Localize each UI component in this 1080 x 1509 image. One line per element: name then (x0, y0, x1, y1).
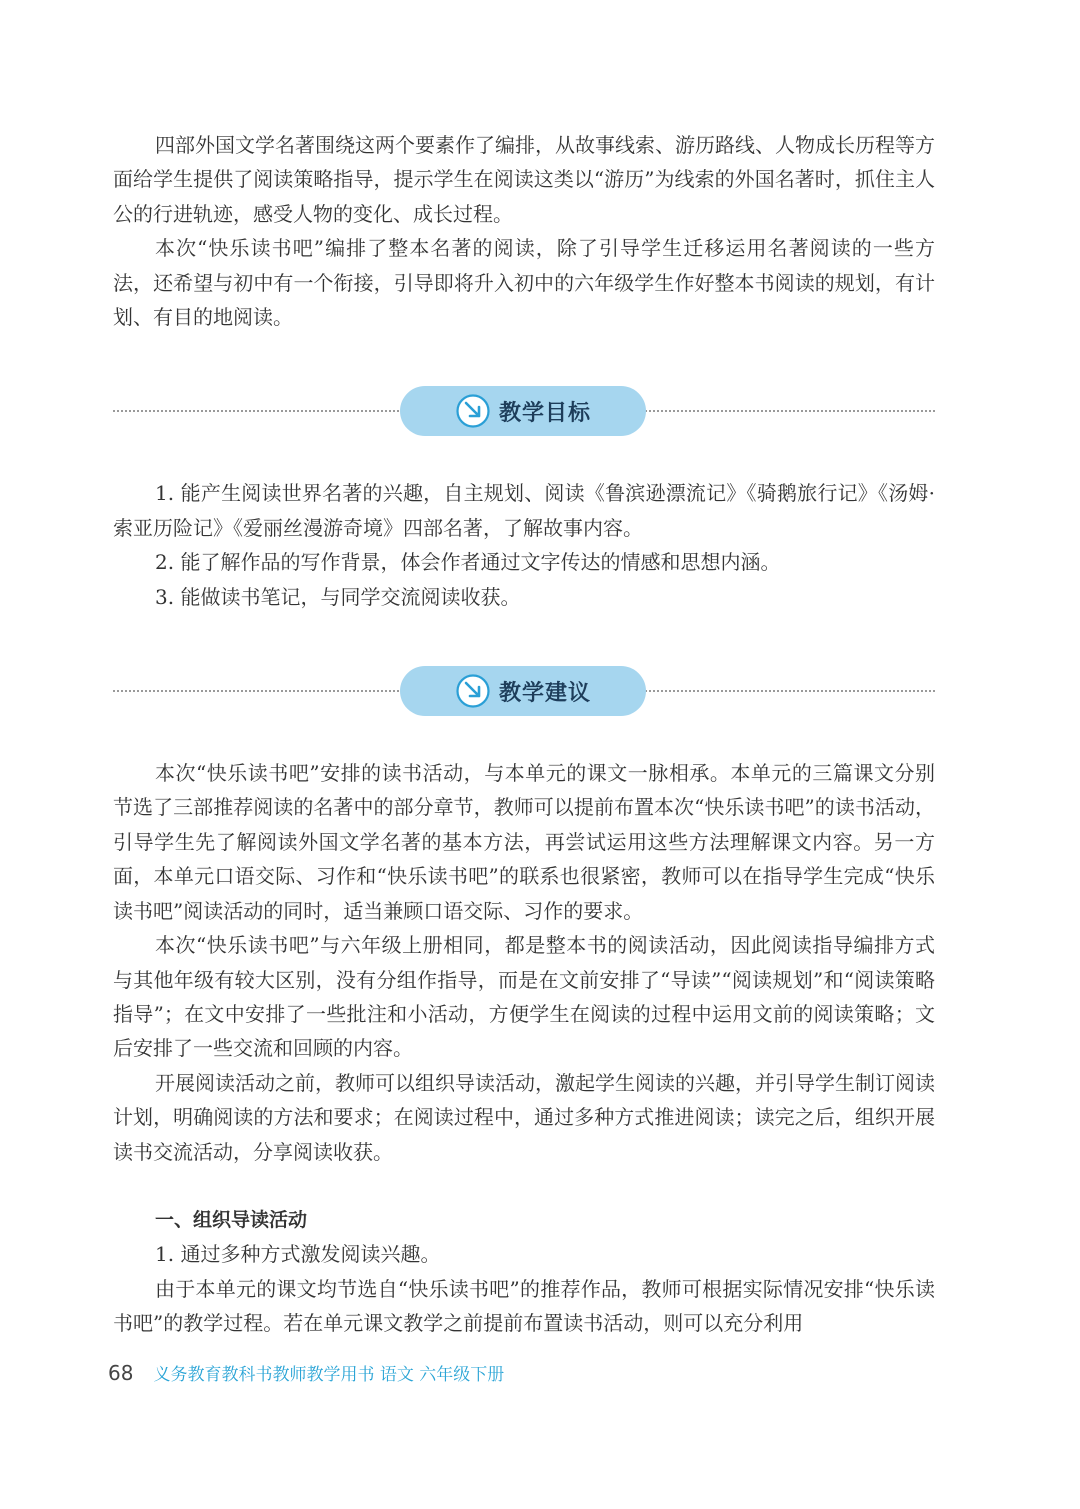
suggestion-paragraph-2: 本次“快乐读书吧”与六年级上册相同，都是整本书的阅读活动，因此阅读指导编排方式与其他年级有较大区别，没有分组作指导，而是在文前安排了“导读”“阅读规划”和“阅读策略指导”；在文中安排了一些批注和小活动，方便学生在阅读的过程中运用文前的阅读策略；文后安排了一些交流和回顾的内容。 (113, 933, 935, 1061)
section-header-suggestions (113, 666, 935, 718)
page-content (113, 128, 935, 1341)
goal-item-1: 1. 能产生阅读世界名著的兴趣，自主规划、阅读《鲁滨逊漂流记》《骑鹅旅行记》《汤姆·索亚历险记》《爱丽丝漫游奇境》四部名著，了解故事内容。 (113, 481, 935, 540)
section-pill-suggestions (400, 666, 646, 716)
suggestion-paragraph-3: 开展阅读活动之前，教师可以组织导读活动，激起学生阅读的兴趣，并引导学生制订阅读计划，明确阅读的方法和要求；在阅读过程中，通过多种方式推进阅读；读完之后，组织开展读书交流活动，分享阅读收获。 (113, 1070, 935, 1164)
arrow-down-right-icon (455, 393, 491, 429)
section-title-goals: 教学目标 (498, 400, 591, 426)
goal-item-2: 2. 能了解作品的写作背景，体会作者通过文字传达的情感和思想内涵。 (155, 550, 781, 575)
intro-paragraph-1: 四部外国文学名著围绕这两个要素作了编排，从故事线索、游历路线、人物成长历程等方面给学生提供了阅读策略指导，提示学生在阅读这类以“游历”为线索的外国名著时，抓住主人公的行进轨迹，感受人物的变化、成长过程。 (113, 133, 935, 226)
intro-paragraph-2: 本次“快乐读书吧”编排了整本名著的阅读，除了引导学生迁移运用名著阅读的一些方法，还希望与初中有一个衔接，引导即将升入初中的六年级学生作好整本书阅读的规划，有计划、有目的地阅读。 (113, 236, 935, 330)
subsection-heading: 一、组织导读活动 (155, 1208, 308, 1231)
page-footer (108, 1360, 504, 1385)
suggestion-paragraph-1: 本次“快乐读书吧”安排的读书活动，与本单元的课文一脉相承。本单元的三篇课文分别节选了三部推荐阅读的名著中的部分章节，教师可以提前布置本次“快乐读书吧”的读书活动，引导学生先了解阅读外国文学名著的基本方法，再尝试运用这些方法理解课文内容。另一方面，本单元口语交际、习作和“快乐读书吧”的联系也很紧密，教师可以在指导学生完成“快乐读书吧”阅读活动的同时，适当兼顾口语交际、习作的要求。 (113, 761, 935, 923)
subsection-paragraph-1: 由于本单元的课文均节选自“快乐读书吧”的推荐作品，教师可根据实际情况安排“快乐读书吧”的教学过程。若在单元课文教学之前提前布置读书活动，则可以充分利用 (113, 1276, 935, 1336)
section-title-suggestions: 教学建议 (498, 680, 591, 706)
section-header-goals (113, 386, 935, 438)
book-title: 义务教育教科书教师教学用书 语文 六年级下册 (153, 1365, 505, 1385)
section-pill-goals (400, 386, 646, 436)
subsection-item-1: 1. 通过多种方式激发阅读兴趣。 (155, 1242, 441, 1267)
goal-item-3: 3. 能做读书笔记，与同学交流阅读收获。 (155, 584, 521, 609)
page-number: 68 (108, 1361, 134, 1385)
arrow-down-right-icon (455, 673, 491, 709)
